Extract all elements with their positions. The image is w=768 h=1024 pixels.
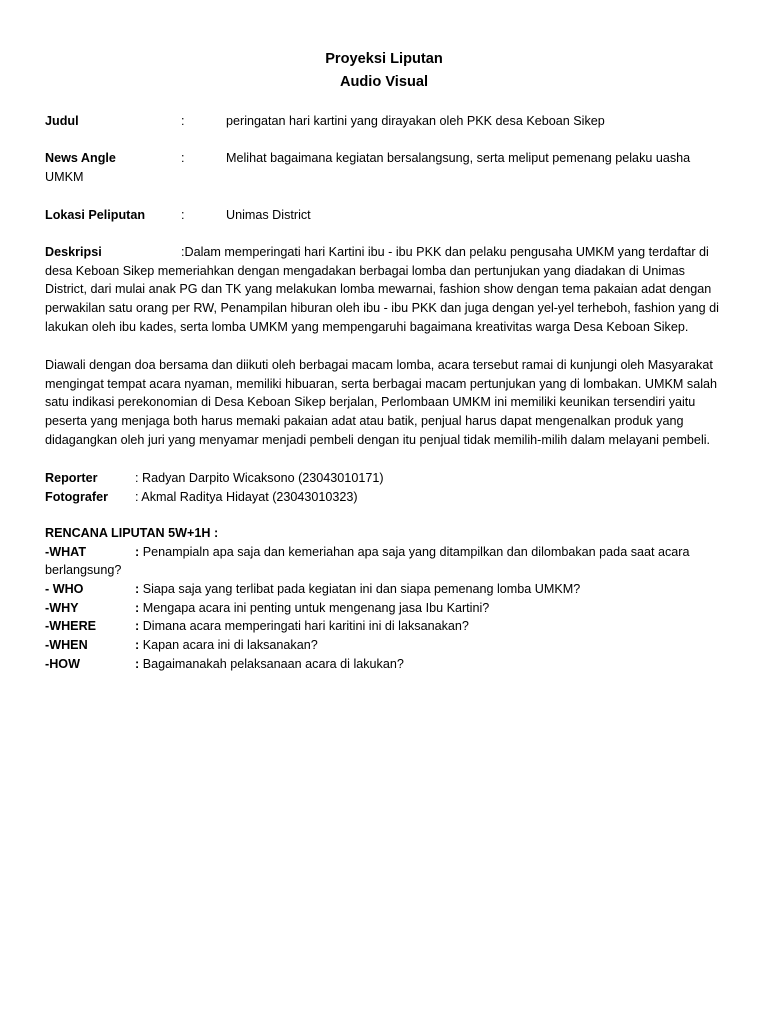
title-line-1: Proyeksi Liputan xyxy=(325,51,443,67)
field-value: Unimas District xyxy=(226,208,311,222)
rencana-text: Mengapa acara ini penting untuk mengenang jasa Ibu Kartini? xyxy=(142,600,490,615)
rencana-key: -WHEN xyxy=(45,638,88,653)
field-judul xyxy=(45,112,725,131)
field-label: News Angle xyxy=(45,151,116,165)
deskripsi-line-2: desa Keboan Sikep memeriahkan dengan mengadakan berbagai lomba dan pertunjukan yang diadakan di Unimas xyxy=(45,263,685,278)
field-value: peringatan hari kartini yang dirayakan oleh PKK desa Keboan Sikep xyxy=(226,114,605,128)
rencana-item-where xyxy=(45,617,725,636)
deskripsi-section xyxy=(45,243,725,336)
fotografer-value: : Akmal Raditya Hidayat (23043010323) xyxy=(135,489,358,504)
field-news-angle xyxy=(45,149,725,186)
rencana-key: -WHERE xyxy=(45,619,97,634)
rencana-item-why xyxy=(45,599,725,618)
field-lokasi xyxy=(45,206,725,225)
paragraph-line-1: Diawali dengan doa bersama dan diikuti oleh berbagai macam lomba, acara tersebut ramai di kunjungi oleh Masyarakat xyxy=(45,358,713,372)
field-value: Melihat bagaimana kegiatan bersalangsung, serta meliput pemenang pelaku uasha xyxy=(226,151,691,165)
rencana-colon: : xyxy=(135,600,140,615)
paragraph-line-5: didagangkan oleh juri yang menyamar menjadi pembeli dengan itu penjual tidak memilih-milih dalam melayani pembeli. xyxy=(45,432,711,447)
rencana-colon: : xyxy=(135,619,140,634)
reporter-value: : Radyan Darpito Wicaksono (23043010171) xyxy=(135,471,384,485)
rencana-item-what-continuation: berlangsung? xyxy=(45,563,122,578)
rencana-item-who xyxy=(45,580,725,599)
deskripsi-line-4: perwakilan satu orang per RW, Penampilan hiburan oleh ibu - ibu PKK dan juga dengan yel-yel terheboh, fashion yang di xyxy=(45,301,719,316)
rencana-liputan-section xyxy=(45,524,725,674)
reporter-label: Reporter xyxy=(45,471,98,485)
rencana-text: Siapa saja yang terlibat pada kegiatan ini dan siapa pemenang lomba UMKM? xyxy=(142,582,581,597)
document-title xyxy=(0,48,768,94)
field-colon: : xyxy=(181,114,185,128)
fotografer-label: Fotografer xyxy=(45,489,108,504)
body-paragraph xyxy=(45,356,725,449)
rencana-key: - WHO xyxy=(45,582,84,597)
rencana-key: -WHY xyxy=(45,600,79,615)
paragraph-line-2: mengingat tempat acara nyaman, memiliki hibuaran, serta berbagai macam pertunjukan yang di lombakan. UMKM salah xyxy=(45,376,718,391)
deskripsi-line-1: :Dalam memperingati hari Kartini ibu - ibu PKK dan pelaku pengusaha UMKM yang terdaftar di xyxy=(181,245,709,259)
rencana-heading: RENCANA LIPUTAN 5W+1H : xyxy=(45,526,219,540)
title-line-2: Audio Visual xyxy=(339,74,429,90)
field-label: Judul xyxy=(45,114,79,128)
credits-section xyxy=(45,469,725,506)
rencana-text: Kapan acara ini di laksanakan? xyxy=(142,638,318,653)
deskripsi-line-3: District, dari mulai anak PG dan TK yang melakukan lomba mewarnai, fashion show dengan tema pakaian adat dengan xyxy=(45,282,712,297)
rencana-item-when xyxy=(45,636,725,655)
rencana-colon: : xyxy=(135,544,140,559)
paragraph-line-3: satu indikasi perekonomian di Desa Keboan Sikep berjalan, Perlombaan UMKM ini memiliki keunikan tersendiri yaitu xyxy=(45,395,696,410)
rencana-key: -HOW xyxy=(45,656,80,671)
rencana-item-how xyxy=(45,655,725,674)
field-colon: : xyxy=(181,151,185,165)
rencana-text: Bagaimanakah pelaksanaan acara di lakukan? xyxy=(142,656,404,671)
rencana-colon: : xyxy=(135,638,140,653)
deskripsi-line-5: lakukan oleh ibu kades, serta lomba UMKM yang mempengaruhi bagaimana kreativitas warga Desa Keboan Sikep. xyxy=(45,319,689,334)
rencana-text: Penampialn apa saja dan kemeriahan apa saja yang ditampilkan dan dilombakan pada saat acara xyxy=(142,544,690,559)
rencana-item-what xyxy=(45,543,725,562)
rencana-text: Dimana acara memperingati hari karitini ini di laksanakan? xyxy=(142,619,469,634)
deskripsi-label: Deskripsi xyxy=(45,245,102,259)
rencana-colon: : xyxy=(135,582,140,597)
rencana-key: -WHAT xyxy=(45,544,87,559)
field-value-continuation: UMKM xyxy=(45,169,84,184)
rencana-colon: : xyxy=(135,656,140,671)
field-colon: : xyxy=(181,208,185,222)
paragraph-line-4: peserta yang menjaga both harus memaki pakaian adat atau batik, penjual harus dapat mengenalkan produk yang xyxy=(45,414,684,429)
field-label: Lokasi Peliputan xyxy=(45,208,146,222)
